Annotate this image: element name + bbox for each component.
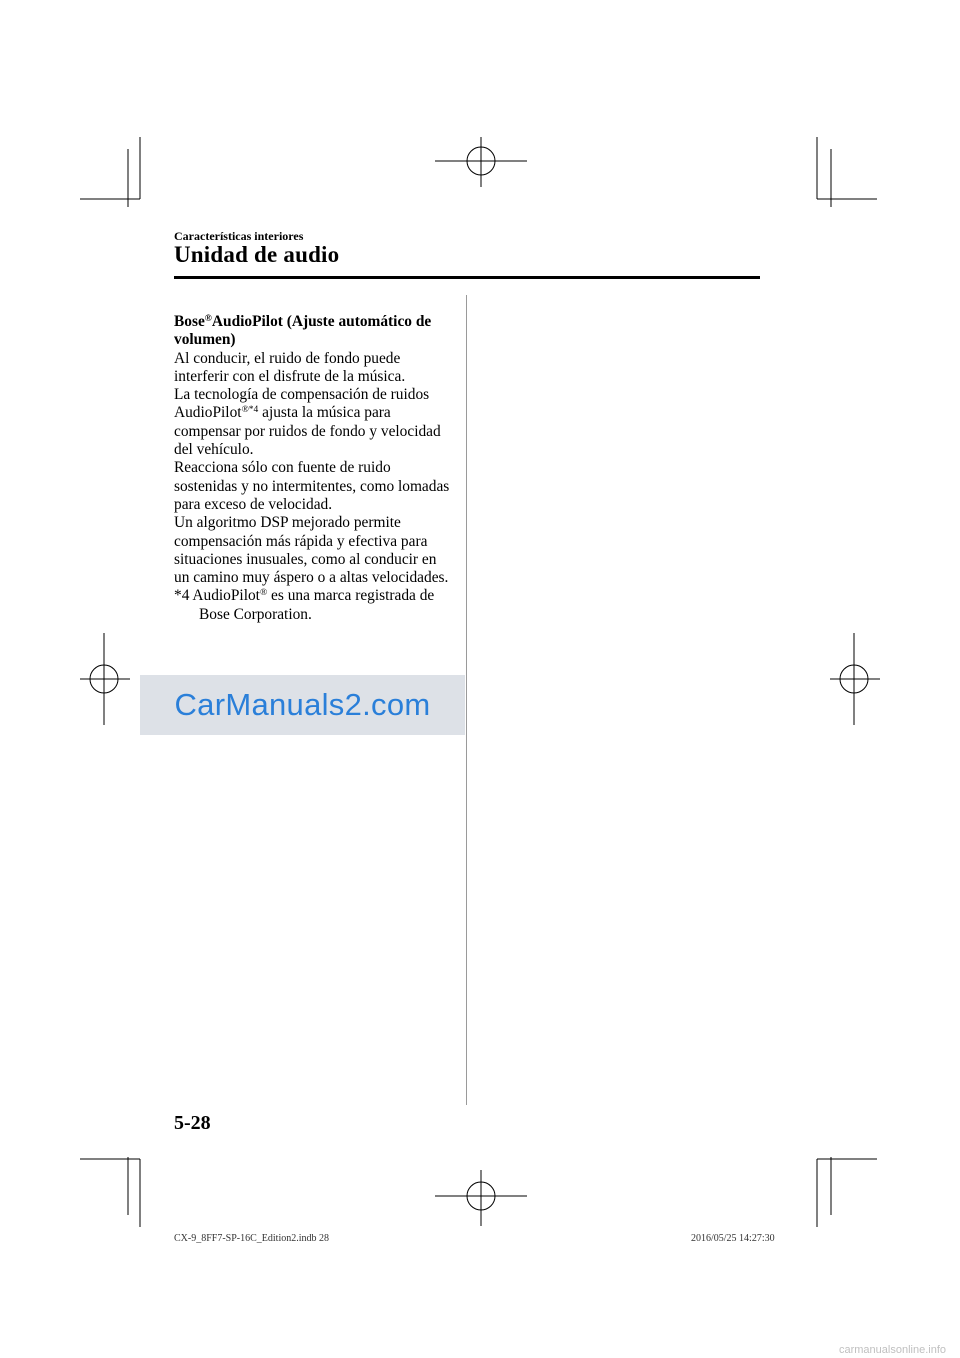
registration-mark-top (435, 137, 527, 187)
crop-mark-top-right (815, 137, 879, 207)
heading-brand: Bose (174, 313, 205, 330)
title-rule (174, 276, 760, 279)
crop-mark-bottom-right (815, 1157, 879, 1227)
footnote (174, 587, 454, 624)
section-heading (174, 313, 454, 350)
paragraph-3: Reacciona sólo con fuente de ruido sostenidas y no intermitentes, como lomadas para exceso de velocidad. (174, 459, 450, 513)
footnote-b: es una marca registrada de Bose Corporation. (199, 587, 435, 623)
column-divider (466, 295, 467, 1105)
heading-text: AudioPilot (Ajuste automático de volumen) (174, 313, 432, 349)
print-date-info: 2016/05/25 14:27:30 (691, 1233, 775, 1244)
chapter-title: Unidad de audio (174, 242, 340, 267)
print-file-info: CX-9_8FF7-SP-16C_Edition2.indb 28 (174, 1233, 330, 1244)
registration-mark-bottom (435, 1170, 527, 1226)
footnote-registered-mark: ® (259, 588, 268, 599)
watermark-logo: CarManuals2.com (140, 675, 465, 735)
paragraph-2-b: ajusta la música para compensar por ruidos de fondo y velocidad del vehículo. (174, 404, 441, 459)
footnote-a: *4 AudioPilot (174, 587, 260, 605)
paragraph-2-a: La tecnología de compensación de ruidos AudioPilot (174, 386, 430, 422)
crop-mark-top-left (80, 137, 180, 207)
registered-mark: ® (204, 314, 212, 324)
registered-footnote-mark: ®*4 (241, 405, 259, 416)
content-column (174, 313, 454, 624)
paragraph-4: Un algoritmo DSP mejorado permite compensación más rápida y efectiva para situaciones inusuales, como al conducir en un camino muy áspero o a altas velocidades. (174, 514, 449, 587)
paragraph-1: Al conducir, el ruido de fondo puede interferir con el disfrute de la música. (174, 349, 406, 385)
registration-mark-left (80, 633, 130, 725)
registration-mark-right (830, 633, 880, 725)
paragraph-2 (174, 386, 454, 459)
crop-mark-bottom-left (80, 1157, 180, 1227)
site-footer: carmanualsonline.info (0, 1343, 960, 1358)
page-number: 5-28 (174, 1112, 211, 1134)
section-label: Características interiores (174, 229, 304, 243)
